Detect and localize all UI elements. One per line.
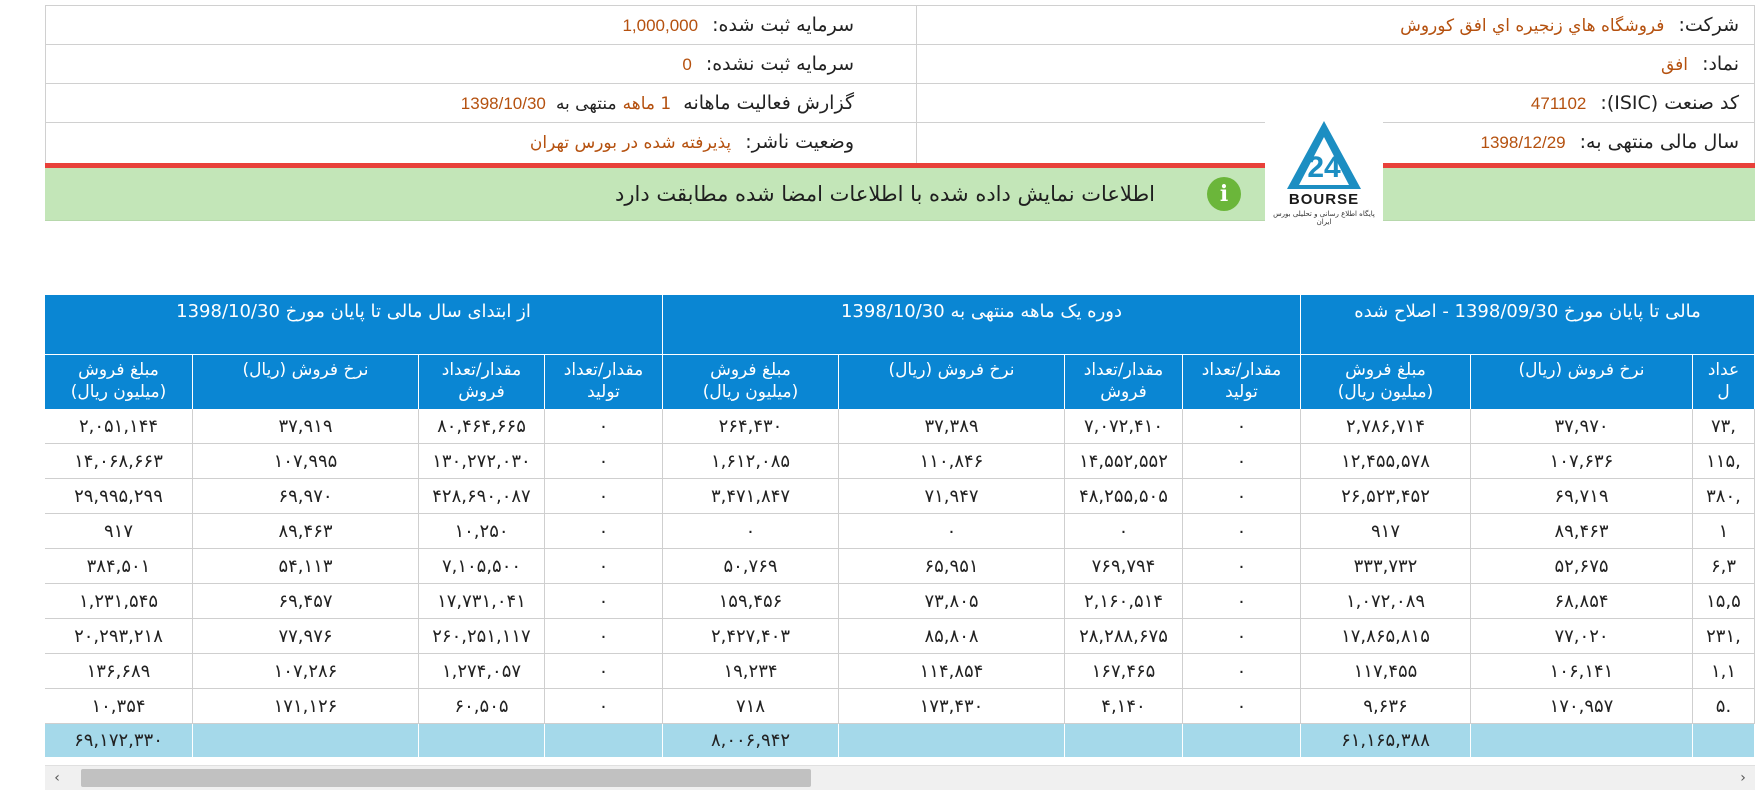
table-cell: ۴۲۸,۶۹۰,۰۸۷ [419,479,545,514]
table-cell: ۳۷,۹۷۰ [1471,409,1693,444]
table-cell: ۳۷,۹۱۹ [193,409,419,444]
table-cell: ۰ [545,444,663,479]
total-cell [419,724,545,757]
table-cell: ۰ [1183,689,1301,724]
table-cell: ۱,۲۷۴,۰۵۷ [419,654,545,689]
info-icon: i [1207,177,1241,211]
publisher-status-label: وضعیت ناشر: [745,131,854,153]
table-cell: ۷۱۸ [663,689,839,724]
column-header-line: مقدار/تعداد [1201,360,1282,380]
table-cell: ۱۶۷,۴۶۵ [1065,654,1183,689]
bourse-logo[interactable] [1265,115,1383,226]
total-cell [1471,724,1693,757]
column-header-m-rate [839,354,1065,409]
column-header-ytd-amount [45,354,193,409]
table-cell: ۵۴,۱۱۳ [193,549,419,584]
table-cell: ۰ [1183,514,1301,549]
table-cell: ۱,۲۳۱,۵۴۵ [45,584,193,619]
table-cell: ۱۰,۳۵۴ [45,689,193,724]
table-cell: ۱۱۷,۴۵۵ [1301,654,1471,689]
column-header-line: (میلیون ریال) [70,382,167,402]
table-cell: ۵. [1693,689,1755,724]
table-cell: ۲۸,۲۸۸,۶۷۵ [1065,619,1183,654]
unregistered-capital-field [682,45,854,84]
table-cell: ۱۵,۵ [1693,584,1755,619]
info-row-3 [46,84,1754,123]
table-cell: ۵۰,۷۶۹ [663,549,839,584]
table-cell: ۲۶,۵۲۳,۴۵۲ [1301,479,1471,514]
table-cell: ۸۰,۴۶۴,۶۶۵ [419,409,545,444]
table-cell: ۷۳, [1693,409,1755,444]
verification-banner [45,168,1755,221]
table-cell: ۰ [839,514,1065,549]
table-cell: ۱۷,۸۶۵,۸۱۵ [1301,619,1471,654]
total-cell [1183,724,1301,757]
table-cell: ۸۹,۴۶۳ [1471,514,1693,549]
column-header-m-sales-qty [1065,354,1183,409]
group-header: دوره یک ماهه منتهی به 1398/10/30 [663,295,1301,354]
report-field [461,84,854,123]
column-header-line: عداد [1707,360,1740,380]
table-cell: ۰ [545,689,663,724]
table-cell: ۷,۰۷۲,۴۱۰ [1065,409,1183,444]
svg-text:24: 24 [1307,151,1341,184]
table-cell: ۰ [545,654,663,689]
table-cell: ۱۷,۷۳۱,۰۴۱ [419,584,545,619]
column-header-line: ل [1717,382,1730,402]
table-cell: ۱۰,۲۵۰ [419,514,545,549]
table-cell: ۰ [1183,444,1301,479]
column-header-ytd-prod-qty [545,354,663,409]
table-cell: ۲,۴۲۷,۴۰۳ [663,619,839,654]
total-cell: ۶۹,۱۷۲,۳۳۰ [45,724,193,757]
column-header-p-rate [1471,354,1693,409]
table-cell: ۰ [1183,619,1301,654]
table-cell: ۱۵۹,۴۵۶ [663,584,839,619]
isic-label: کد صنعت (ISIC): [1600,92,1739,114]
table-cell: ۲,۰۵۱,۱۴۴ [45,409,193,444]
table-cell: ۶۸,۸۵۴ [1471,584,1693,619]
bourse-logo-subtitle: پایگاه اطلاع رسانی و تحلیلی بورس ایران [1273,210,1375,226]
fiscal-year-field [1481,123,1739,162]
scroll-right-arrow-icon[interactable]: › [1740,770,1746,786]
table-cell: ۱۷۳,۴۳۰ [839,689,1065,724]
table-cell: ۰ [545,479,663,514]
table-cell: ۱۲,۴۵۵,۵۷۸ [1301,444,1471,479]
table-cell: ۳۸۴,۵۰۱ [45,549,193,584]
scroll-thumb[interactable] [81,769,811,787]
table-cell: ۷۶۹,۷۹۴ [1065,549,1183,584]
table-cell: ۰ [545,514,663,549]
bourse-logo-icon [1265,115,1383,195]
table-cell: ۰ [1183,549,1301,584]
table-cell: ۴,۱۴۰ [1065,689,1183,724]
table-cell: ۲,۷۸۶,۷۱۴ [1301,409,1471,444]
table-cell: ۰ [1183,654,1301,689]
table-cell: ۹,۶۳۶ [1301,689,1471,724]
table-cell: ۱۰۶,۱۴۱ [1471,654,1693,689]
column-header-line: مقدار/تعداد [1083,360,1164,380]
table-cell: ۲۶۰,۲۵۱,۱۱۷ [419,619,545,654]
company-label: شرکت: [1678,14,1739,36]
table-cell: ۱۳۰,۲۷۲,۰۳۰ [419,444,545,479]
table-cell: ۲۳۱, [1693,619,1755,654]
table-cell: ۸۵,۸۰۸ [839,619,1065,654]
table-cell: ۱۱۴,۸۵۴ [839,654,1065,689]
table-cell: ۱۷۱,۱۲۶ [193,689,419,724]
report-months: 1 ماهه [622,94,672,114]
sales-table [45,295,1755,765]
table-cell: ۶,۳ [1693,549,1755,584]
table-cell: ۵۲,۶۷۵ [1471,549,1693,584]
table-cell: ۲۹,۹۹۵,۲۹۹ [45,479,193,514]
total-cell: ۶۱,۱۶۵,۳۸۸ [1301,724,1471,757]
total-cell: ۸,۰۰۶,۹۴۲ [663,724,839,757]
column-header-line: فروش [1100,382,1147,402]
total-cell [1065,724,1183,757]
column-header-line: مبلغ فروش [78,360,159,380]
total-cell [193,724,419,757]
table-cell: ۰ [1183,584,1301,619]
table-cell: ۰ [1065,514,1183,549]
registered-capital-field [622,6,854,45]
column-header-line: نرخ فروش (ریال) [1518,360,1645,380]
table-cell: ۳,۴۷۱,۸۴۷ [663,479,839,514]
column-header-ytd-rate [193,354,419,409]
table-cell: ۶۹,۴۵۷ [193,584,419,619]
table-cell: ۶۵,۹۵۱ [839,549,1065,584]
table-cell: ۱,۰۷۲,۰۸۹ [1301,584,1471,619]
table-cell: ۱۰۷,۶۳۶ [1471,444,1693,479]
report-date: 1398/10/30 [460,94,546,113]
column-header-p-amount [1301,354,1471,409]
table-cell: ۲,۱۶۰,۵۱۴ [1065,584,1183,619]
fiscal-year-label: سال مالی منتهی به: [1579,131,1739,153]
verification-text: اطلاعات نمایش داده شده با اطلاعات امضا شده مطابقت دارد [615,182,1155,206]
symbol-value[interactable]: افق [1660,55,1689,75]
table-cell: ۶۰,۵۰۵ [419,689,545,724]
column-header-line: مبلغ فروش [1345,360,1426,380]
total-cell [1693,724,1755,757]
table-cell: ۱۳۶,۶۸۹ [45,654,193,689]
report-middle: منتهی به [555,94,617,114]
column-header-m-amount [663,354,839,409]
unregistered-capital-value: 0 [682,55,692,74]
column-header-line: مقدار/تعداد [563,360,644,380]
table-cell: ۰ [545,619,663,654]
table-cell: ۰ [545,549,663,584]
group-header: از ابتدای سال مالی تا پایان مورخ 1398/10/30 [45,295,663,354]
table-cell: ۸۹,۴۶۳ [193,514,419,549]
column-header-line: مبلغ فروش [710,360,791,380]
table-cell: ۱,۱ [1693,654,1755,689]
scroll-left-arrow-icon[interactable]: ‹ [54,770,60,786]
total-cell [545,724,663,757]
table-cell: ۱۴,۵۵۲,۵۵۲ [1065,444,1183,479]
table-cell: ۰ [663,514,839,549]
column-header-line: (میلیون ریال) [1337,382,1434,402]
table-cell: ۳۷,۳۸۹ [839,409,1065,444]
company-info-panel [45,5,1755,165]
table-cell: ۱۰۷,۲۸۶ [193,654,419,689]
column-header-line: مقدار/تعداد [441,360,522,380]
table-cell: ۰ [1183,409,1301,444]
table-cell: ۷۷,۰۲۰ [1471,619,1693,654]
fiscal-year-value: 1398/12/29 [1480,133,1566,152]
symbol-label: نماد: [1702,53,1739,75]
table-cell: ۷۷,۹۷۶ [193,619,419,654]
table-cell: ۱۱۵, [1693,444,1755,479]
column-header-line: نرخ فروش (ریال) [888,360,1015,380]
group-header: مالی تا پایان مورخ 1398/09/30 - اصلاح شده [1301,295,1755,354]
table-cell: ۹۱۷ [1301,514,1471,549]
company-value: فروشگاه هاي زنجيره اي افق کوروش [1400,16,1665,36]
table-cell: ۷۳,۸۰۵ [839,584,1065,619]
symbol-field [1661,45,1739,84]
publisher-status-field [530,123,854,162]
table-cell: ۴۸,۲۵۵,۵۰۵ [1065,479,1183,514]
column-header-p-cut [1693,354,1755,409]
table-cell: ۱ [1693,514,1755,549]
registered-capital-value: 1,000,000 [622,16,699,35]
column-header-line: (میلیون ریال) [702,382,799,402]
table-cell: ۰ [545,409,663,444]
table-cell: ۳۸۰, [1693,479,1755,514]
column-header-m-prod-qty [1183,354,1301,409]
column-header-line: نرخ فروش (ریال) [242,360,369,380]
table-cell: ۱۰۷,۹۹۵ [193,444,419,479]
table-cell: ۶۹,۷۱۹ [1471,479,1693,514]
table-cell: ۱,۶۱۲,۰۸۵ [663,444,839,479]
table-cell: ۰ [545,584,663,619]
report-label: گزارش فعالیت ماهانه [683,92,854,114]
table-cell: ۷,۱۰۵,۵۰۰ [419,549,545,584]
table-cell: ۷۱,۹۴۷ [839,479,1065,514]
column-header-ytd-sales-qty [419,354,545,409]
total-cell [839,724,1065,757]
isic-field [1531,84,1739,123]
table-cell: ۶۹,۹۷۰ [193,479,419,514]
company-field [1400,6,1739,45]
info-row-2 [46,45,1754,84]
horizontal-scrollbar[interactable] [45,765,1755,790]
column-header-line: فروش [458,382,505,402]
table-cell: ۳۳۳,۷۳۲ [1301,549,1471,584]
info-row-1 [46,6,1754,45]
column-header-line: تولید [587,382,620,402]
unregistered-capital-label: سرمایه ثبت نشده: [705,53,854,75]
table-cell: ۲۰,۲۹۳,۲۱۸ [45,619,193,654]
table-cell: ۰ [1183,479,1301,514]
info-divider [916,6,917,166]
table-cell: ۹۱۷ [45,514,193,549]
table-cell: ۲۶۴,۴۳۰ [663,409,839,444]
table-cell: ۱۷۰,۹۵۷ [1471,689,1693,724]
registered-capital-label: سرمایه ثبت شده: [712,14,854,36]
table-cell: ۱۹,۲۳۴ [663,654,839,689]
column-header-line: تولید [1225,382,1258,402]
isic-value: 471102 [1530,94,1587,113]
table-cell: ۱۱۰,۸۴۶ [839,444,1065,479]
bourse-logo-name: BOURSE [1288,191,1360,208]
table-cell: ۱۴,۰۶۸,۶۶۳ [45,444,193,479]
publisher-status-value: پذیرفته شده در بورس تهران [529,133,732,153]
info-row-4 [46,123,1754,166]
